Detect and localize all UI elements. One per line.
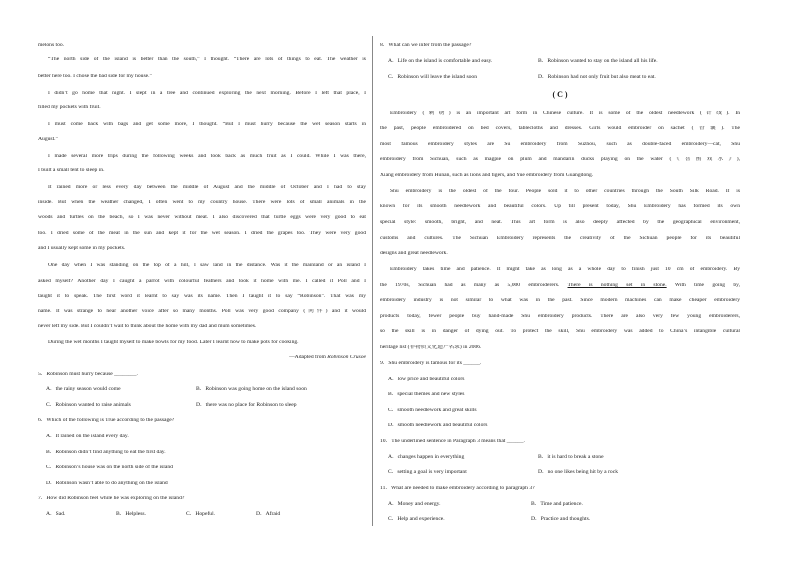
passage-line: the 1970s, Sichuan had as many as 5,000 embroiderers. There is nothing set in stone. With time going by, <box>380 283 740 288</box>
passage-line: Xiang embroidery from Hunan, such as lions and tigers, and Yue embroidery from Guangdong. <box>380 173 594 178</box>
q8-option-c[interactable]: C．Robinson will leave the island soon <box>388 74 478 80</box>
passage-line: special style: smooth, bright, and neat. This art form is also deeply affected by the geographical environment, <box>380 220 740 225</box>
q7-option-c[interactable]: C．Hopeful. <box>186 511 216 517</box>
q8-options-row1 <box>380 59 740 65</box>
passage-line: embroidery industry is not similar to what was in the past. Since modern machines can make cheaper embroidery <box>380 298 740 303</box>
passage-line: I must come back with bags and get some more, I thought. “But I must hurry because the wet season starts in <box>48 122 366 127</box>
passage-line: customs and cultures. The Sichuan Embroidery represents the creativity of the Sichuan people for its beautiful <box>380 236 740 241</box>
q7-option-d[interactable]: D．Afraid <box>256 511 281 517</box>
question-11: 11．What are needed to make embroidery according to paragraph 3? <box>380 486 535 491</box>
q6-option-b[interactable]: B．Robinson didn’t find anything to eat the first day. <box>46 450 166 455</box>
passage-line: filled my pockets with fruit. <box>38 105 101 110</box>
passage-line: melons too. <box>38 43 65 48</box>
passage-line: I built a small tent to sleep in. <box>38 168 105 173</box>
q9-option-a[interactable]: A．low price and beautiful colors <box>388 377 465 382</box>
passage-line: inside. But when the weather changed, I often went to my country house. There were lots of small animals in the <box>38 200 366 205</box>
q9-option-b[interactable]: B．special themes and new styles <box>388 392 465 397</box>
source-credit: —Adapted from Robinson Crusoe <box>289 355 366 360</box>
q5-option-a[interactable]: A．the rainy season would come <box>46 386 121 392</box>
passage-line: known for its smooth needlework and beautiful colors. Up till present today, Shu Embroidery has formed its own <box>380 204 740 209</box>
q10-options-row1 <box>380 455 740 461</box>
q7-option-b[interactable]: B．Helpless. <box>116 511 146 517</box>
passage-line: woods and turtles on the beach, so I was never without meat. I also discovered that turtle eggs were very good to eat <box>38 215 366 220</box>
section-title: ( C ) <box>552 91 568 99</box>
passage-line: too. I dried some of the meat in the sun and kept it for the wet season. I dried the grapes too. They were very good <box>38 231 366 236</box>
passage-line: products today, fewer people buy hand-made Shu embroidery products. There are also very few young embroiderers, <box>380 314 740 319</box>
question-8: 8．What can we infer from the passage? <box>380 43 472 48</box>
q7-options-row <box>38 512 366 518</box>
q7-option-a[interactable]: A．Sad. <box>46 511 66 517</box>
q11-option-a[interactable]: A．Money and energy. <box>388 501 441 507</box>
question-7: 7．How did Robinson feel while he was exploring on the island? <box>38 496 185 501</box>
passage-line: Embroidery (刺绣) is an important art form in Chinese culture. It is some of the oldest needlework (针线). In <box>390 111 740 116</box>
q8-options-row2 <box>380 75 740 81</box>
q5-options-row1 <box>38 387 366 393</box>
q6-option-a[interactable]: A．It rained on the island every day. <box>46 434 129 439</box>
passage-line: name. It was strange to hear another voice after so many months. Poll was very good company (同伴) and it would <box>38 309 366 314</box>
passage-line: “The north side of the island is better than the south,” I thought. “There are lots of things to eat. The weather is <box>48 57 366 62</box>
question-9: 9．Shu embroidery is famous for its ______. <box>380 361 482 366</box>
q6-option-c[interactable]: C．Robinson’s house was on the north side of the island <box>46 465 173 470</box>
passage-line: designs and great needlework. <box>380 251 448 256</box>
question-10: 10．The underlined sentence in Paragraph 3 means that ______. <box>380 439 525 444</box>
passage-line: Shu embroidery is the oldest of the four. People sold it to other countries through the South Silk Road. It is <box>390 189 740 194</box>
passage-line: Embroidery takes time and patience. It might take as long as a whole day to finish just 10 cm of embroidery. By <box>390 267 740 272</box>
q5-options-row2 <box>38 403 366 409</box>
q9-option-c[interactable]: C．smooth needlework and great skills <box>388 408 477 413</box>
q10-option-b[interactable]: B．it is hard to break a stone <box>538 454 604 460</box>
q5-option-b[interactable]: B．Robinson was going home on the island soon <box>196 386 307 392</box>
q10-option-a[interactable]: A．changes happen in everything <box>388 454 465 460</box>
question-5: 5．Robinson must hurry because ________. <box>38 372 138 377</box>
q10-option-d[interactable]: D．no one likes being hit by a rock <box>538 469 619 475</box>
q11-options-row1 <box>380 502 740 508</box>
q11-option-c[interactable]: C．Help and experience. <box>388 516 445 522</box>
q8-option-d[interactable]: D．Robinson had not only fruit but also meat to eat. <box>538 74 656 80</box>
column-divider <box>372 36 373 526</box>
passage-line: August.” <box>38 137 59 142</box>
q9-option-d[interactable]: D．smooth needlework and beautiful colors <box>388 423 488 428</box>
q11-options-row2 <box>380 517 740 523</box>
passage-line: never left my side. But I couldn’t wait to think about the home with my dad and mum sometimes. <box>38 324 257 329</box>
question-6: 6．Which of the following is True according to the passage? <box>38 418 175 423</box>
passage-line: most famous embroidery styles are Su embroidery from Suzhou, such as double-faced embroidery—cat, Shu <box>380 142 740 147</box>
passage-line: I made several more trips during the following weeks and took back as much fruit as I could. While I was there, <box>48 154 366 159</box>
q5-option-d[interactable]: D．there was no place for Robinson to sleep <box>196 402 297 408</box>
q11-option-b[interactable]: B．Time and patience. <box>531 501 583 507</box>
passage-line: One day when I was standing on the top of a hill, I saw land in the distance. Was it the mainland or an island I <box>48 263 366 268</box>
q8-option-b[interactable]: B．Robinson wanted to stay on the island all his life. <box>538 58 658 64</box>
passage-line: embroidery from Sichuan, such as magpie on plum and mandarin ducks playing on the water (《喜鹊戏水》), <box>380 157 740 162</box>
passage-line: It rained more or less every day between the middle of August and the middle of October and I had to stay <box>48 185 366 190</box>
q6-option-d[interactable]: D．Robinson wasn’t able to do anything on the island <box>46 481 168 486</box>
q8-option-a[interactable]: A．Life on the island is comfortable and easy. <box>388 58 493 64</box>
passage-line: asked myself? Another day I caught a parrot with colourful feathers and took it home with me. I called it Poll and I <box>38 279 366 284</box>
q5-option-c[interactable]: C．Robinson wanted to raise animals <box>46 402 131 408</box>
passage-line: During the wet months I taught myself to make bowls for my food. Later I learnt how to make pots for cooking. <box>48 340 299 345</box>
q11-option-d[interactable]: D．Practice and thoughts. <box>531 516 591 522</box>
passage-line: the past, people embroidered on bed covers, tablecloths and dresses. Girls would embroider on sachet (香囊). The <box>380 126 740 131</box>
passage-line: so the skill is in danger of dying out. To protect the skill, Shu embroidery was added to China’s intangible cultural <box>380 329 740 334</box>
passage-line: I didn’t go home that night. I slept in a tree and continued exploring the next morning. Before I left that place, I <box>48 91 366 96</box>
passage-line: heritage list (非物质文化遗产名录) in 2006. <box>380 345 482 350</box>
passage-line: better here too. I chose the bad side for my house.” <box>38 74 153 79</box>
passage-line: taught it to speak. The first word it learnt to say was its name. Then I taught it to say “Robinson”. That was my <box>38 294 366 299</box>
q10-option-c[interactable]: C．setting a goal is very important <box>388 469 467 475</box>
q10-options-row2 <box>380 470 740 476</box>
underlined-sentence: There is nothing set in stone. <box>567 283 667 288</box>
passage-line: and I usually kept some in my pockets. <box>38 246 126 251</box>
